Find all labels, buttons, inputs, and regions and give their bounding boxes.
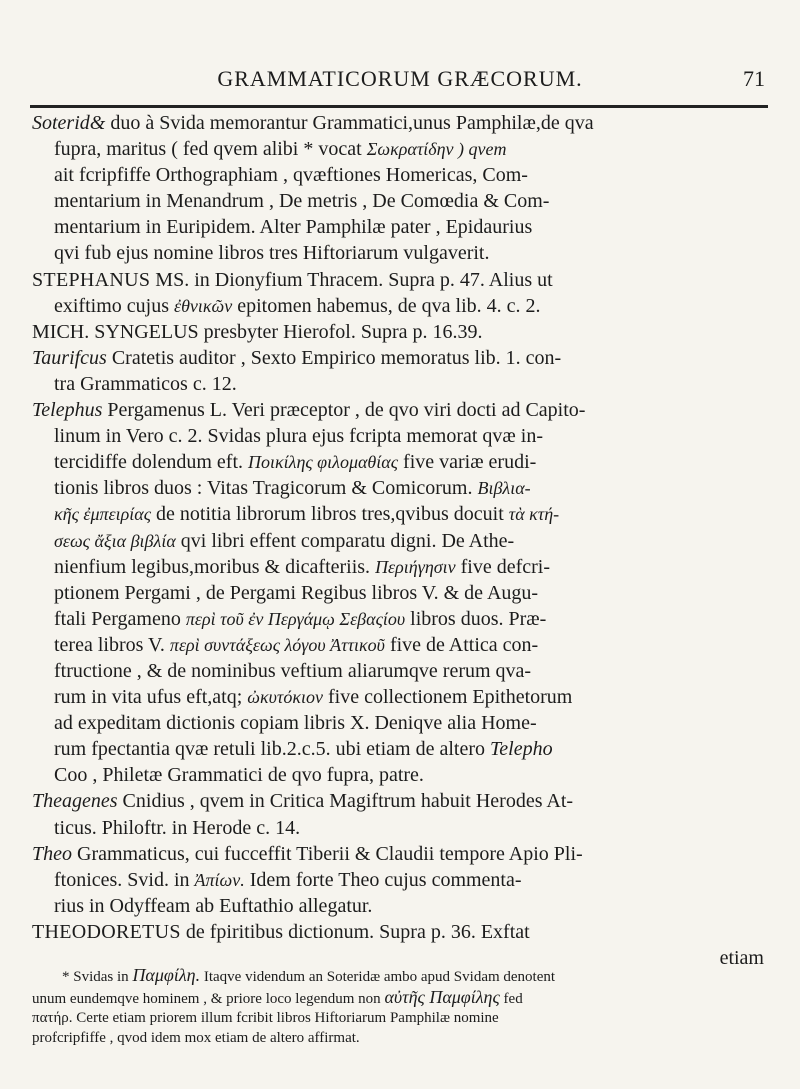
page-header: [0, 66, 800, 106]
text-line: ticus. Philoftr. in Herode c. 14.: [54, 816, 301, 839]
main-text: [32, 110, 764, 971]
entry-lemma-tauriscus: Taurifcus: [32, 346, 107, 369]
entry-lemma-telephus: Telephus: [32, 399, 103, 422]
entry-lemma-theodoretus: THEODORETUS: [32, 920, 181, 943]
text-line: Coo , Philetæ Grammatici de qvo fupra, patre.: [54, 764, 424, 787]
text-line: ad expeditam dictionis copiam libris X. Deniqve alia Home-: [54, 712, 537, 735]
text-line: Theagenes Cnidius , qvem in Critica Magiftrum habuit Herodes At-: [32, 790, 574, 813]
text-line: exiftimo cujus ἐθνικῶν epitomen habemus, de qva lib. 4. c. 2.: [54, 294, 541, 317]
entry-lemma-stephanus: STEPHANUS: [32, 268, 151, 291]
footnote-marker: *: [62, 969, 70, 985]
footnote-line: * Svidas in Παμφίλη. Itaqve videndum an Soteridæ ambo apud Svidam denotent: [62, 966, 556, 985]
header-rule: [30, 105, 768, 108]
text-line: rum in vita ufus eft,atq; ὠκυτόκιον five collectionem Epithetorum: [54, 686, 573, 709]
text-line: Telephus Pergamenus L. Veri præceptor , de qvo viri docti ad Capito-: [32, 399, 586, 422]
text-line: mentarium in Menandrum , De metris , De Comœdia & Com-: [54, 190, 550, 213]
entry-lemma-theagenes: Theagenes: [32, 790, 118, 813]
text-line: rum fpectantia qvæ retuli lib.2.c.5. ubi etiam de altero Telepho: [54, 738, 553, 761]
footnote-line: πατήρ. Certe etiam priorem illum fcribit libros Hiftoriarum Pamphilæ nomine: [32, 1010, 499, 1026]
text-line: mentarium in Euripidem. Alter Pamphilæ pater , Epidaurius: [54, 216, 533, 239]
text-line: ait fcripfiffe Orthographiam , qvæftiones Homericas, Com-: [54, 164, 528, 187]
text-line: ftali Pergameno περὶ τοῦ ἐν Περγάμῳ Σεβαςίου libros duos. Præ-: [54, 607, 547, 630]
text-line: κῆς ἐμπειρίας de notitia librorum libros tres,qvibus docuit τὰ κτή-: [54, 503, 560, 526]
footnote-line: unum eundemqve hominem , & priore loco legendum non αὐτῆς Παμφίλης fed: [32, 987, 523, 1007]
text-line: MICH. SYNGELUS presbyter Hierofol. Supra p. 16.39.: [32, 320, 483, 343]
text-line: tra Grammaticos c. 12.: [54, 372, 237, 395]
catchword: etiam: [719, 947, 764, 969]
running-title: GRAMMATICORUM GRÆCORUM.: [217, 66, 583, 91]
text-line: qvi fub ejus nomine libros tres Hiftoriarum vulgaverit.: [54, 242, 490, 265]
footnote: [32, 966, 764, 1048]
text-line: STEPHANUS MS. in Dionyfium Thracem. Supra p. 47. Alius ut: [32, 268, 553, 291]
text-line: Taurifcus Cratetis auditor , Sexto Empirico memoratus lib. 1. con-: [32, 346, 562, 369]
text-line: ptionem Pergami , de Pergami Regibus libros V. & de Augu-: [54, 581, 539, 604]
page-number: 71: [743, 66, 765, 91]
entry-lemma-soteridae: Soterid&: [32, 112, 106, 134]
text-line: rius in Odyffeam ab Euftathio allegatur.: [54, 894, 373, 917]
text-line: terea libros V. περὶ συντάξεως λόγου Ἀττικοῦ five de Attica con-: [54, 633, 539, 656]
text-line: THEODORETUS de fpiritibus dictionum. Supra p. 36. Exftat: [32, 920, 530, 943]
text-line: Theo Grammaticus, cui fucceffit Tiberii & Claudii tempore Apio Pli-: [32, 842, 583, 865]
text-line: Soterid& duo à Svida memorantur Grammatici,unus Pamphilæ,de qva: [32, 112, 594, 134]
text-line: tionis libros duos : Vitas Tragicorum & Comicorum. Βιβλια-: [54, 477, 531, 500]
text-line: ftructione , & de nominibus veftium aliarumqve rerum qva-: [54, 659, 532, 682]
text-line: nienfium legibus,moribus & dicafteriis. Περιήγησιν five defcri-: [54, 555, 551, 578]
text-line: σεως ἄξια βιβλία qvi libri effent comparatu digni. De Athe-: [54, 529, 515, 552]
text-line: fupra, maritus ( fed qvem alibi * vocat Σωκρατίδην ) qvem: [54, 138, 507, 161]
text-line: ftonices. Svid. in Ἀπίων. Idem forte Theo cujus commenta-: [54, 868, 522, 891]
entry-lemma-theo: Theo: [32, 842, 72, 865]
text-line: linum in Vero c. 2. Svidas plura ejus fcripta memorat qvæ in-: [54, 425, 543, 448]
footnote-line: profcripfiffe , qvod idem mox etiam de altero affirmat.: [32, 1029, 360, 1046]
text-line: tercidiffe dolendum eft. Ποικίλης φιλομαθίας five variæ erudi-: [54, 451, 537, 474]
